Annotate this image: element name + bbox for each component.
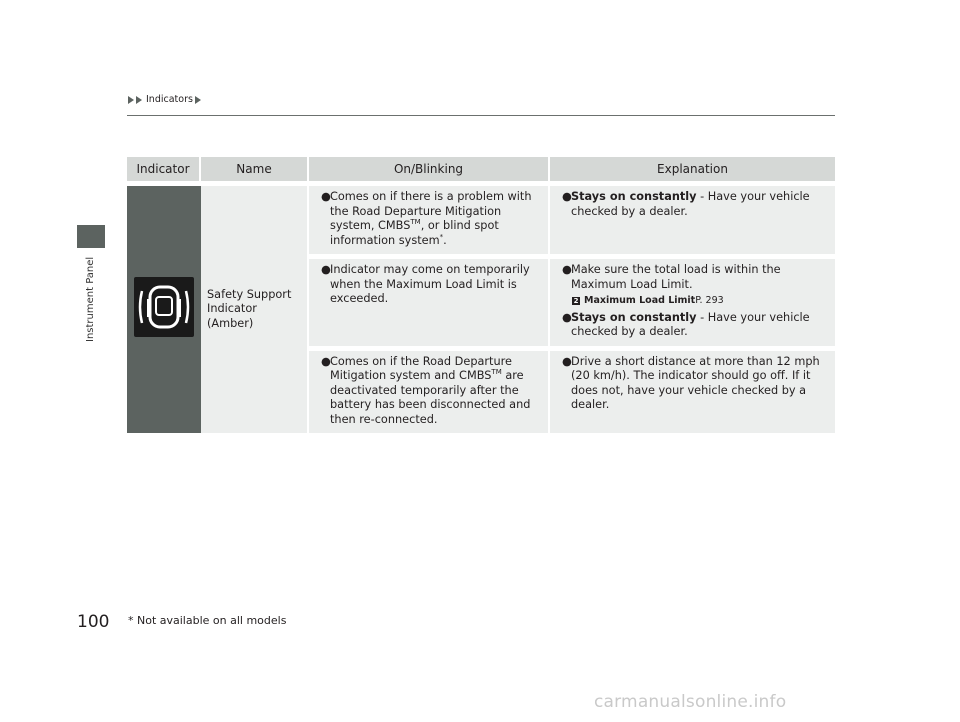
explanation-cell <box>550 259 835 346</box>
indicator-table <box>127 157 835 433</box>
on-text: . <box>443 233 447 247</box>
explanation-text: - Have your vehicle checked by a dealer. <box>571 310 810 338</box>
reference-arrow-icon: 2 <box>573 297 579 306</box>
watermark[interactable]: carmanualsonline.info <box>594 692 787 712</box>
on-text: , or blind spot information system <box>330 219 499 247</box>
breadcrumb-item[interactable]: Indicators <box>146 94 193 105</box>
reference-page: P. 293 <box>695 295 724 306</box>
explanation-bold: Stays on constantly <box>571 190 697 203</box>
trademark: TM <box>491 368 502 377</box>
explanation-text: - Have your vehicle checked by a dealer. <box>571 190 810 218</box>
column-header-explanation: Explanation <box>550 157 835 181</box>
breadcrumb <box>128 94 203 105</box>
on-blinking-cell <box>309 351 550 434</box>
explanation-text: Drive a short distance at more than 12 mph (20 km/h). The indicator should go off. If it does not, have your vehicle checked by a dealer. <box>571 354 820 411</box>
indicator-name-text: Safety Support Indicator (Amber) <box>207 287 292 330</box>
header-rule <box>127 115 835 116</box>
indicator-cell <box>127 186 201 433</box>
reference-label: Maximum Load Limit <box>584 295 696 306</box>
explanation-cell <box>550 186 835 254</box>
safety-support-indicator-icon <box>134 277 194 337</box>
bullet-icon: ● <box>562 190 572 203</box>
on-blinking-cell <box>309 186 550 254</box>
trademark: TM <box>410 218 421 227</box>
page-number: 100 <box>77 612 110 632</box>
section-label: Instrument Panel <box>85 256 96 342</box>
section-tab <box>77 225 105 248</box>
breadcrumb-arrow-icon <box>195 96 201 104</box>
breadcrumb-arrow-icon <box>128 96 134 104</box>
indicator-name <box>201 186 309 433</box>
explanation-text: Make sure the total load is within the Maximum Load Limit. <box>571 263 781 291</box>
on-blinking-cell <box>309 259 550 346</box>
explanation-bold: Stays on constantly <box>571 310 697 324</box>
on-text: Comes on if there is a problem with the Road Departure Mitigation system, CMBS <box>330 190 532 232</box>
table-header-row <box>127 157 835 181</box>
column-header-on-blinking: On/Blinking <box>309 157 550 181</box>
explanation-cell <box>550 351 835 434</box>
breadcrumb-arrow-icon <box>136 96 142 104</box>
bullet-icon: ● <box>321 354 331 368</box>
bullet-icon: ● <box>562 354 572 368</box>
on-text: are deactivated temporarily after the battery has been disconnected and then re-connected. <box>330 369 531 426</box>
table-row <box>127 186 835 254</box>
cross-reference-link[interactable] <box>572 294 827 309</box>
bullet-icon: ● <box>321 263 331 276</box>
footnote: * Not available on all models <box>128 614 287 627</box>
bullet-icon: ● <box>321 190 331 203</box>
bullet-icon: ● <box>562 263 572 276</box>
column-header-indicator: Indicator <box>127 157 201 181</box>
column-header-name: Name <box>201 157 309 181</box>
bullet-icon: ● <box>562 310 572 324</box>
on-text: Indicator may come on temporarily when the Maximum Load Limit is exceeded. <box>330 263 530 305</box>
on-text: Comes on if the Road Departure Mitigation system and CMBS <box>330 354 512 382</box>
footnote-marker: * <box>439 232 444 241</box>
